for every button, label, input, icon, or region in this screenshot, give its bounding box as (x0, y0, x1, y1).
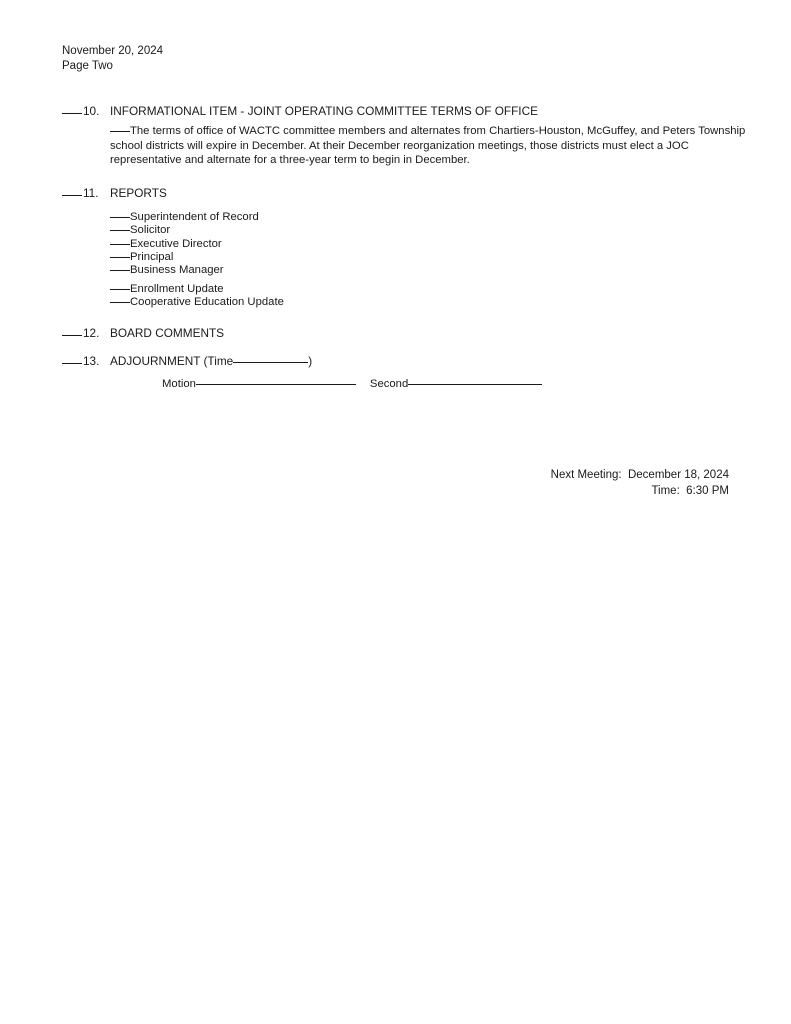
agenda-item-12-number: 12. (83, 325, 100, 340)
checkoff-blank-item-10[interactable] (62, 113, 82, 114)
agenda-body (0, 104, 791, 391)
report-label: Superintendent of Record (130, 210, 259, 223)
report-list-item (110, 238, 791, 251)
report-list-item (110, 211, 791, 224)
agenda-item-10 (62, 104, 791, 119)
checkoff-blank-report[interactable] (110, 257, 130, 258)
checkoff-blank-report[interactable] (110, 289, 130, 290)
agenda-item-13 (62, 354, 791, 369)
checkoff-blank-report[interactable] (110, 270, 130, 271)
agenda-item-10-paragraph: The terms of office of WACTC committee members and alternates from Chartiers-Houston, McGuffey, and Peters Township school districts will expire in December. At their December reorganization meetings, those districts must elect a JOC representative and alternate for a three-year term to begin in December. (110, 125, 746, 167)
agenda-item-12 (62, 326, 791, 341)
checkoff-blank-report[interactable] (110, 302, 130, 303)
agenda-item-13-number: 13. (83, 353, 100, 368)
document-header (62, 44, 163, 73)
report-label: Principal (130, 251, 174, 263)
agenda-item-11-title: REPORTS (110, 185, 167, 200)
second-label: Second (369, 377, 409, 390)
adjournment-title-suffix: ) (308, 353, 313, 368)
report-list-item (110, 251, 791, 264)
report-list-item (110, 224, 791, 237)
agenda-item-12-title: BOARD COMMENTS (110, 325, 225, 340)
header-page-label: Page Two (62, 59, 113, 72)
motion-blank[interactable] (196, 384, 356, 385)
motion-label: Motion (162, 377, 196, 390)
checkoff-blank-paragraph-10[interactable] (110, 131, 130, 132)
checkoff-blank-report[interactable] (110, 217, 130, 218)
report-list-item (110, 296, 791, 309)
report-label: Executive Director (130, 237, 222, 250)
motion-second-line (162, 377, 791, 391)
report-label: Solicitor (130, 224, 171, 237)
second-blank[interactable] (408, 384, 542, 385)
adjournment-time-blank[interactable] (233, 362, 308, 363)
checkoff-blank-item-12[interactable] (62, 335, 82, 336)
checkoff-blank-item-13[interactable] (62, 363, 82, 364)
next-meeting-block (0, 468, 729, 499)
agenda-item-13-title (110, 354, 312, 369)
agenda-item-11-number: 11. (83, 185, 99, 200)
agenda-item-10-paragraph-wrap (110, 124, 747, 168)
checkoff-blank-report[interactable] (110, 244, 130, 245)
report-label: Business Manager (130, 264, 224, 277)
checkoff-blank-report[interactable] (110, 230, 130, 231)
next-meeting-date: Next Meeting: December 18, 2024 (550, 469, 729, 481)
header-date: November 20, 2024 (62, 45, 164, 57)
next-meeting-time: Time: 6:30 PM (651, 484, 729, 497)
adjournment-title-prefix: ADJOURNMENT (Time (110, 353, 234, 368)
report-list-item (110, 283, 791, 296)
checkoff-blank-item-11[interactable] (62, 195, 82, 196)
report-label: Enrollment Update (130, 282, 224, 295)
agenda-item-10-number: 10. (83, 104, 100, 118)
report-label: Cooperative Education Update (130, 296, 284, 309)
agenda-item-10-title: INFORMATIONAL ITEM - JOINT OPERATING COMMITTEE TERMS OF OFFICE (110, 104, 538, 118)
report-list-item (110, 264, 791, 277)
agenda-item-11 (62, 186, 791, 201)
